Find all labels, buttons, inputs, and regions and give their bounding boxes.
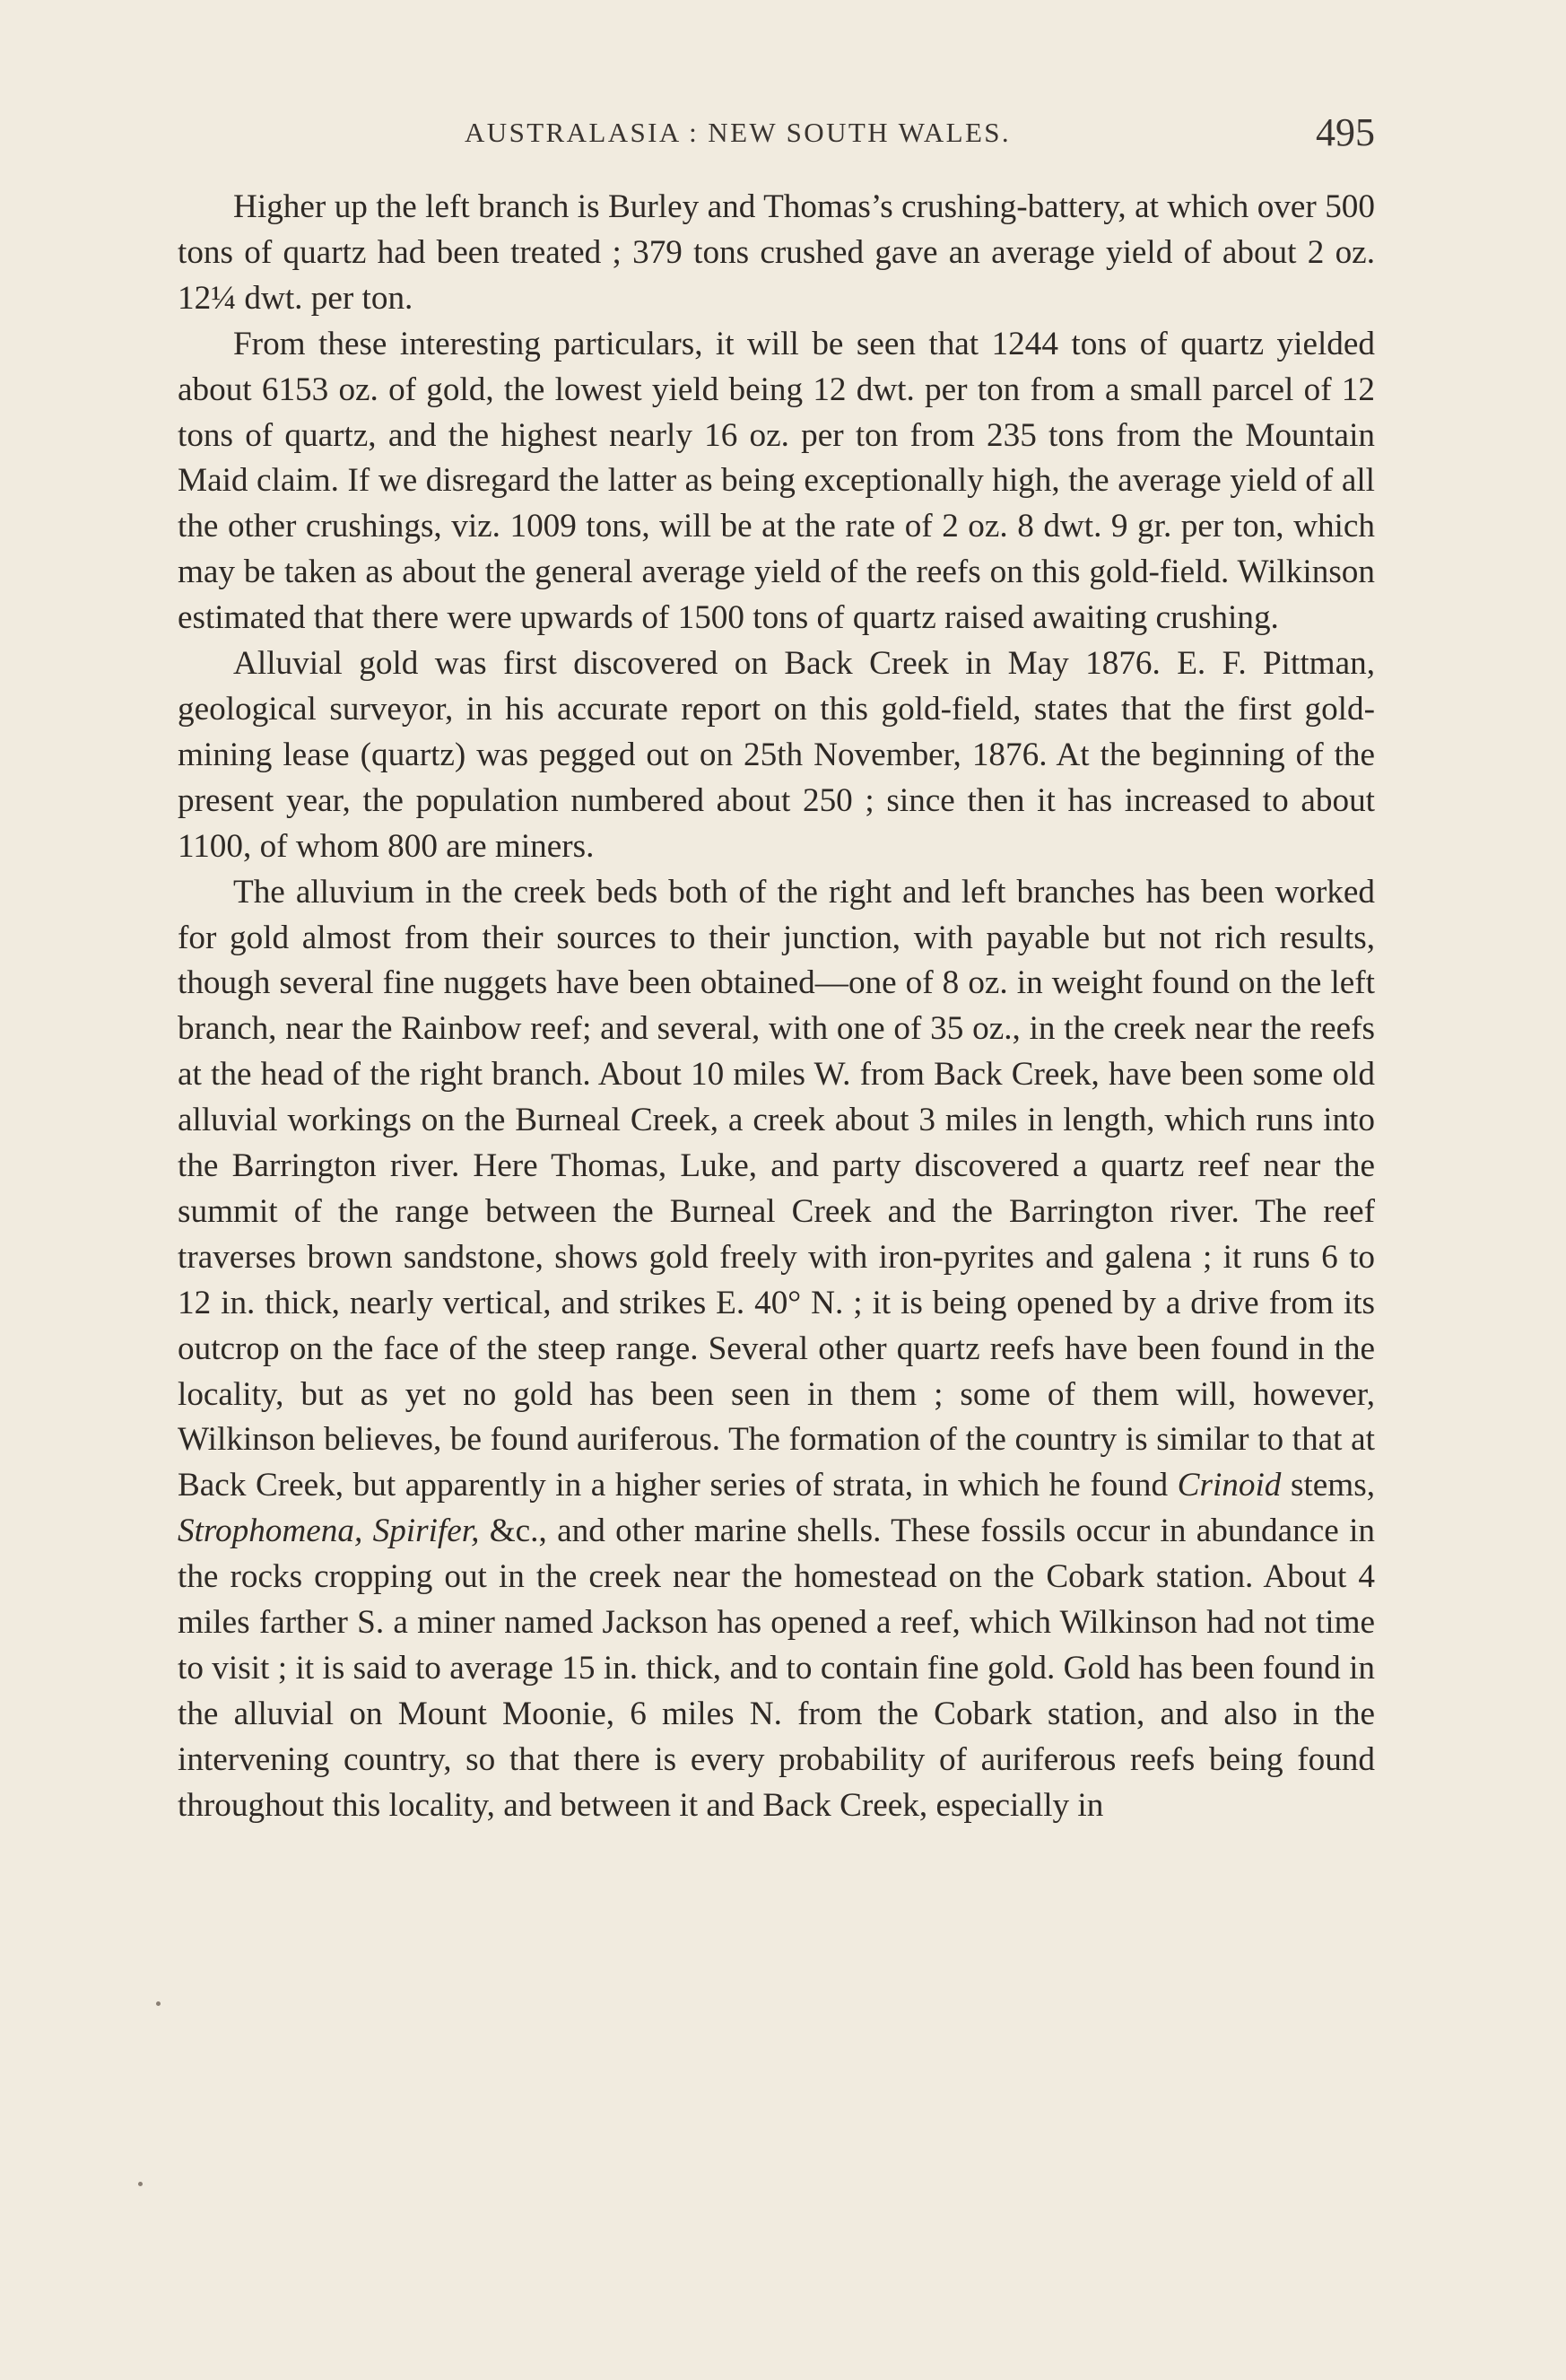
margin-speck — [156, 2001, 161, 2006]
body-text — [178, 185, 1375, 1829]
running-header — [178, 110, 1375, 158]
fossil-name-crinoid: Crinoid — [1177, 1467, 1282, 1504]
margin-speck — [138, 2182, 143, 2186]
running-title: AUSTRALASIA : NEW SOUTH WALES. — [465, 117, 1012, 148]
paragraph-alluvium-creek-beds — [178, 870, 1375, 1829]
paragraph-text: &c., and other marine shells. These fossils occur in abundance in the rocks cropping out in the creek near the homestead on the Cobark station. About 4 miles farther S. a miner named Jackson has opened a reef, which Wilkinson had not time to visit ; it is said to average 15 in. thick, and to contain fine gold. Gold has been found in the alluvial on Mount Moonie, 6 miles N. from the Cobark station, and also in the intervening country, so that there is every probability of auriferous reefs being found throughout this locality, and between it and Back Creek, especially in — [178, 1513, 1376, 1824]
page-number: 495 — [1316, 110, 1375, 154]
paragraph-text: stems, — [1281, 1467, 1375, 1504]
fossil-name-strophomena: Strophomena, — [178, 1513, 363, 1550]
paragraph-text: The alluvium in the creek beds both of the right and left branches has been worked for gold almost from their sources to their junction, with payable but not rich results, though several fine nuggets have been obtained—one of 8 oz. in weight found on the left branch, near the Rainbow reef; and several, with one of 35 oz., in the creek near the reefs at the head of the right branch. About 10 miles W. from Back Creek, have been some old alluvial workings on the Burneal Creek, a creek about 3 miles in length, which runs into the Barrington river. Here Thomas, Luke, and party discovered a quartz reef near the summit of the range between the Burneal Creek and the Barrington river. The reef traverses brown sandstone, shows gold freely with iron-pyrites and galena ; it runs 6 to 12 in. thick, nearly vertical, and strikes E. 40° N. ; it is being opened by a drive from its outcrop on the face of the steep range. Several other quartz reefs have been found in the locality, but as yet no gold has been seen in them ; some of them will, however, Wilkinson believes, be found auriferous. The formation of the country is similar to that at Back Creek, but apparently in a higher series of strata, in which he found — [178, 873, 1375, 1504]
fossil-name-spirifer: Spirifer, — [372, 1513, 480, 1550]
paragraph-alluvial-discovery: Alluvial gold was first discovered on Back Creek in May 1876. E. F. Pittman, geological surveyor, in his accurate report on this gold-field, states that the first gold-mining lease (quartz) was pegged out on 25th November, 1876. At the beginning of the present year, the population numbered about 250 ; since then it has increased to about 1100, of whom 800 are miners. — [178, 645, 1375, 865]
paragraph-burley-battery: Higher up the left branch is Burley and Thomas’s crushing-battery, at which over 500 tons of quartz had been treated ; 379 tons crushed gave an average yield of about 2 oz. 12¼ dwt. per ton. — [178, 188, 1375, 317]
paragraph-yield-particulars: From these interesting particulars, it will be seen that 1244 tons of quartz yielded about 6153 oz. of gold, the lowest yield being 12 dwt. per ton from a small parcel of 12 tons of quartz, and the highest nearly 16 oz. per ton from 235 tons from the Mountain Maid claim. If we disregard the latter as being exceptionally high, the average yield of all the other crushings, viz. 1009 tons, will be at the rate of 2 oz. 8 dwt. 9 gr. per ton, which may be taken as about the general average yield of the reefs on this gold-field. Wilkinson estimated that there were upwards of 1500 tons of quartz raised awaiting crushing. — [178, 325, 1375, 637]
paragraph-text — [362, 1513, 372, 1549]
